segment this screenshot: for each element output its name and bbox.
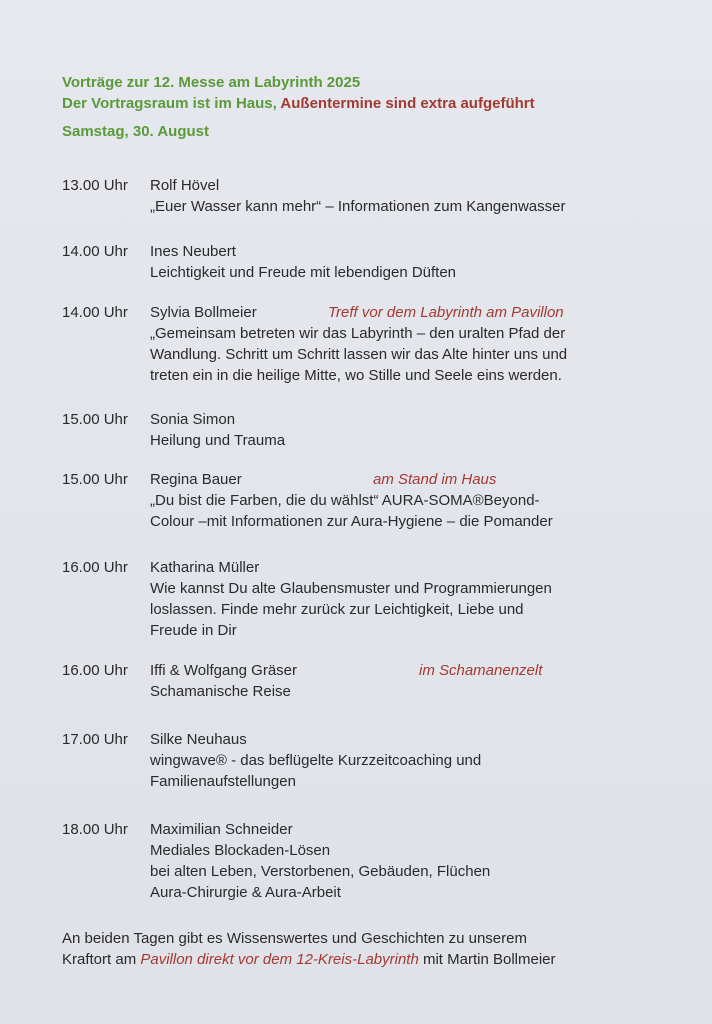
event-location-note: am Stand im Haus <box>373 471 497 488</box>
event-speaker: Iffi & Wolfgang Gräser <box>150 662 298 679</box>
event-description-line: loslassen. Finde mehr zurück zur Leichtigkeit, Liebe und <box>150 601 524 618</box>
event-description-line: bei alten Leben, Verstorbenen, Gebäuden, Flüchen <box>150 863 491 880</box>
event-description-line: Wandlung. Schritt um Schritt lassen wir das Alte hinter uns und <box>150 346 568 363</box>
event-description-line: Familienaufstellungen <box>150 773 296 790</box>
event-body <box>150 175 690 217</box>
event-description-line: treten ein in die heilige Mitte, wo Stille und Seele eins werden. <box>150 367 562 384</box>
header-subtitle-red: Außentermine sind extra aufgeführt <box>280 95 535 112</box>
event-body <box>150 557 690 641</box>
header-subtitle-green: Der Vortragsraum ist im Haus, <box>62 95 281 112</box>
event-time: 14.00 Uhr <box>62 304 128 321</box>
event-time: 17.00 Uhr <box>62 731 128 748</box>
event-description-line: Colour –mit Informationen zur Aura-Hygiene – die Pomander <box>150 513 553 530</box>
event-description-line: Mediales Blockaden-Lösen <box>150 842 331 859</box>
event-body <box>150 302 690 386</box>
footer-note <box>62 928 556 970</box>
footer-text: mit Martin Bollmeier <box>418 951 556 968</box>
footer-location-highlight: Pavillon direkt vor dem 12-Kreis-Labyrinth <box>140 951 419 968</box>
event-speaker: Katharina Müller <box>150 559 260 576</box>
event-description-line: „Du bist die Farben, die du wählst“ AURA-SOMA®Beyond- <box>150 492 540 509</box>
event-description-line: Schamanische Reise <box>150 683 291 700</box>
footer-line <box>62 949 556 970</box>
event-body <box>150 241 690 283</box>
event-description-line: Freude in Dir <box>150 622 237 639</box>
event-body <box>150 819 690 903</box>
header-subtitle <box>62 93 535 114</box>
event-speaker: Rolf Hövel <box>150 177 220 194</box>
header <box>62 72 535 114</box>
event-location-note: Treff vor dem Labyrinth am Pavillon <box>328 304 564 321</box>
date-heading: Samstag, 30. August <box>62 123 209 140</box>
event-body <box>150 409 690 451</box>
event-speaker: Maximilian Schneider <box>150 821 293 838</box>
event-time: 14.00 Uhr <box>62 243 128 260</box>
event-description-line: „Euer Wasser kann mehr“ – Informationen zum Kangenwasser <box>150 198 566 215</box>
event-body <box>150 469 690 532</box>
event-speaker: Sonia Simon <box>150 411 236 428</box>
header-title: Vorträge zur 12. Messe am Labyrinth 2025 <box>62 74 361 91</box>
event-body <box>150 660 690 702</box>
event-description-line: „Gemeinsam betreten wir das Labyrinth – den uralten Pfad der <box>150 325 566 342</box>
event-speaker: Regina Bauer <box>150 471 242 488</box>
event-time: 16.00 Uhr <box>62 662 128 679</box>
event-body <box>150 729 690 792</box>
event-description-line: Aura-Chirurgie & Aura-Arbeit <box>150 884 341 901</box>
event-time: 15.00 Uhr <box>62 471 128 488</box>
event-time: 16.00 Uhr <box>62 559 128 576</box>
event-description-line: Heilung und Trauma <box>150 432 286 449</box>
event-time: 13.00 Uhr <box>62 177 128 194</box>
event-speaker: Silke Neuhaus <box>150 731 247 748</box>
event-time: 15.00 Uhr <box>62 411 128 428</box>
event-description-line: Leichtigkeit und Freude mit lebendigen Düften <box>150 264 457 281</box>
footer-text: Kraftort am <box>62 951 141 968</box>
footer-line: An beiden Tagen gibt es Wissenswertes und Geschichten zu unserem <box>62 930 527 947</box>
event-description-line: Wie kannst Du alte Glaubensmuster und Programmierungen <box>150 580 552 597</box>
event-speaker: Sylvia Bollmeier <box>150 304 257 321</box>
event-description-line: wingwave® - das beflügelte Kurzzeitcoaching und <box>150 752 482 769</box>
event-location-note: im Schamanenzelt <box>419 662 543 679</box>
event-speaker: Ines Neubert <box>150 243 236 260</box>
event-time: 18.00 Uhr <box>62 821 128 838</box>
